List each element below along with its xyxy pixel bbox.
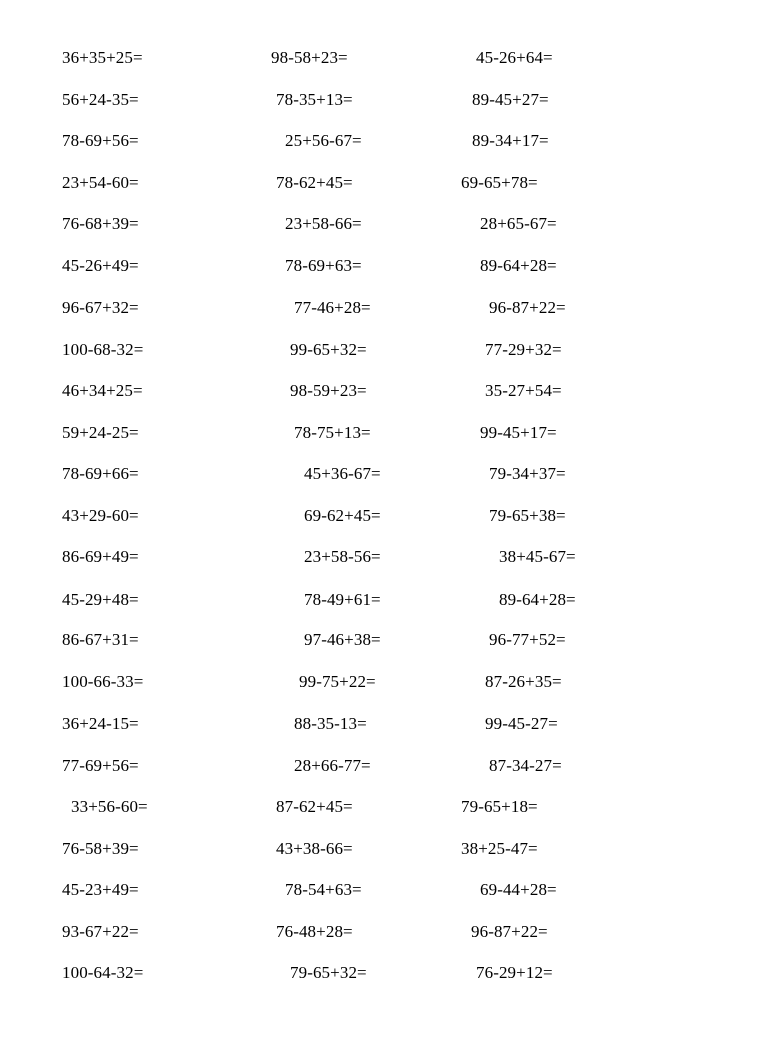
arithmetic-problem: 89-64+28= <box>499 590 576 609</box>
arithmetic-problem: 76-29+12= <box>476 963 553 982</box>
arithmetic-problem: 99-75+22= <box>299 672 376 691</box>
arithmetic-problem: 78-69+56= <box>62 131 139 150</box>
arithmetic-problem: 100-64-32= <box>62 963 144 982</box>
arithmetic-problem: 78-49+61= <box>304 590 381 609</box>
arithmetic-problem: 87-62+45= <box>276 797 353 816</box>
arithmetic-problem: 38+45-67= <box>499 547 576 566</box>
arithmetic-problem: 45-29+48= <box>62 590 139 609</box>
arithmetic-problem: 23+54-60= <box>62 173 139 192</box>
arithmetic-problem: 46+34+25= <box>62 381 143 400</box>
arithmetic-problem: 96-87+22= <box>471 922 548 941</box>
arithmetic-problem: 78-69+66= <box>62 464 139 483</box>
arithmetic-problem: 76-58+39= <box>62 839 139 858</box>
arithmetic-problem: 77-46+28= <box>294 298 371 317</box>
arithmetic-problem: 98-58+23= <box>271 48 348 67</box>
arithmetic-problem: 86-69+49= <box>62 547 139 566</box>
arithmetic-problem: 87-34-27= <box>489 756 562 775</box>
arithmetic-problem: 38+25-47= <box>461 839 538 858</box>
arithmetic-problem: 99-45-27= <box>485 714 558 733</box>
arithmetic-problem: 28+66-77= <box>294 756 371 775</box>
arithmetic-problem: 96-87+22= <box>489 298 566 317</box>
arithmetic-problem: 36+24-15= <box>62 714 139 733</box>
arithmetic-problem: 59+24-25= <box>62 423 139 442</box>
arithmetic-problem: 23+58-66= <box>285 214 362 233</box>
arithmetic-problem: 69-44+28= <box>480 880 557 899</box>
arithmetic-problem: 69-62+45= <box>304 506 381 525</box>
arithmetic-problem: 25+56-67= <box>285 131 362 150</box>
arithmetic-problem: 76-68+39= <box>62 214 139 233</box>
arithmetic-problem: 100-66-33= <box>62 672 144 691</box>
arithmetic-problem: 77-69+56= <box>62 756 139 775</box>
arithmetic-problem: 99-65+32= <box>290 340 367 359</box>
arithmetic-problem: 43+29-60= <box>62 506 139 525</box>
arithmetic-problem: 76-48+28= <box>276 922 353 941</box>
arithmetic-problem: 79-34+37= <box>489 464 566 483</box>
arithmetic-problem: 79-65+38= <box>489 506 566 525</box>
arithmetic-problem: 97-46+38= <box>304 630 381 649</box>
arithmetic-problem: 88-35-13= <box>294 714 367 733</box>
arithmetic-problem: 45+36-67= <box>304 464 381 483</box>
arithmetic-problem: 43+38-66= <box>276 839 353 858</box>
arithmetic-problem: 45-26+49= <box>62 256 139 275</box>
arithmetic-problem: 78-54+63= <box>285 880 362 899</box>
arithmetic-problem: 78-69+63= <box>285 256 362 275</box>
arithmetic-problem: 89-45+27= <box>472 90 549 109</box>
arithmetic-problem: 36+35+25= <box>62 48 143 67</box>
arithmetic-problem: 56+24-35= <box>62 90 139 109</box>
arithmetic-problem: 69-65+78= <box>461 173 538 192</box>
arithmetic-problem: 98-59+23= <box>290 381 367 400</box>
arithmetic-problem: 35-27+54= <box>485 381 562 400</box>
arithmetic-problem: 45-26+64= <box>476 48 553 67</box>
arithmetic-problem: 96-67+32= <box>62 298 139 317</box>
arithmetic-problem: 93-67+22= <box>62 922 139 941</box>
arithmetic-problem: 77-29+32= <box>485 340 562 359</box>
arithmetic-problem: 23+58-56= <box>304 547 381 566</box>
arithmetic-problem: 99-45+17= <box>480 423 557 442</box>
arithmetic-problem: 89-64+28= <box>480 256 557 275</box>
arithmetic-problem: 79-65+32= <box>290 963 367 982</box>
arithmetic-problem: 89-34+17= <box>472 131 549 150</box>
arithmetic-problem: 78-75+13= <box>294 423 371 442</box>
arithmetic-problem: 28+65-67= <box>480 214 557 233</box>
arithmetic-problem: 78-62+45= <box>276 173 353 192</box>
arithmetic-problem: 96-77+52= <box>489 630 566 649</box>
arithmetic-problem: 33+56-60= <box>71 797 148 816</box>
arithmetic-problem: 87-26+35= <box>485 672 562 691</box>
arithmetic-problem: 45-23+49= <box>62 880 139 899</box>
arithmetic-problem: 78-35+13= <box>276 90 353 109</box>
arithmetic-problem: 86-67+31= <box>62 630 139 649</box>
arithmetic-problem: 79-65+18= <box>461 797 538 816</box>
arithmetic-problem: 100-68-32= <box>62 340 144 359</box>
